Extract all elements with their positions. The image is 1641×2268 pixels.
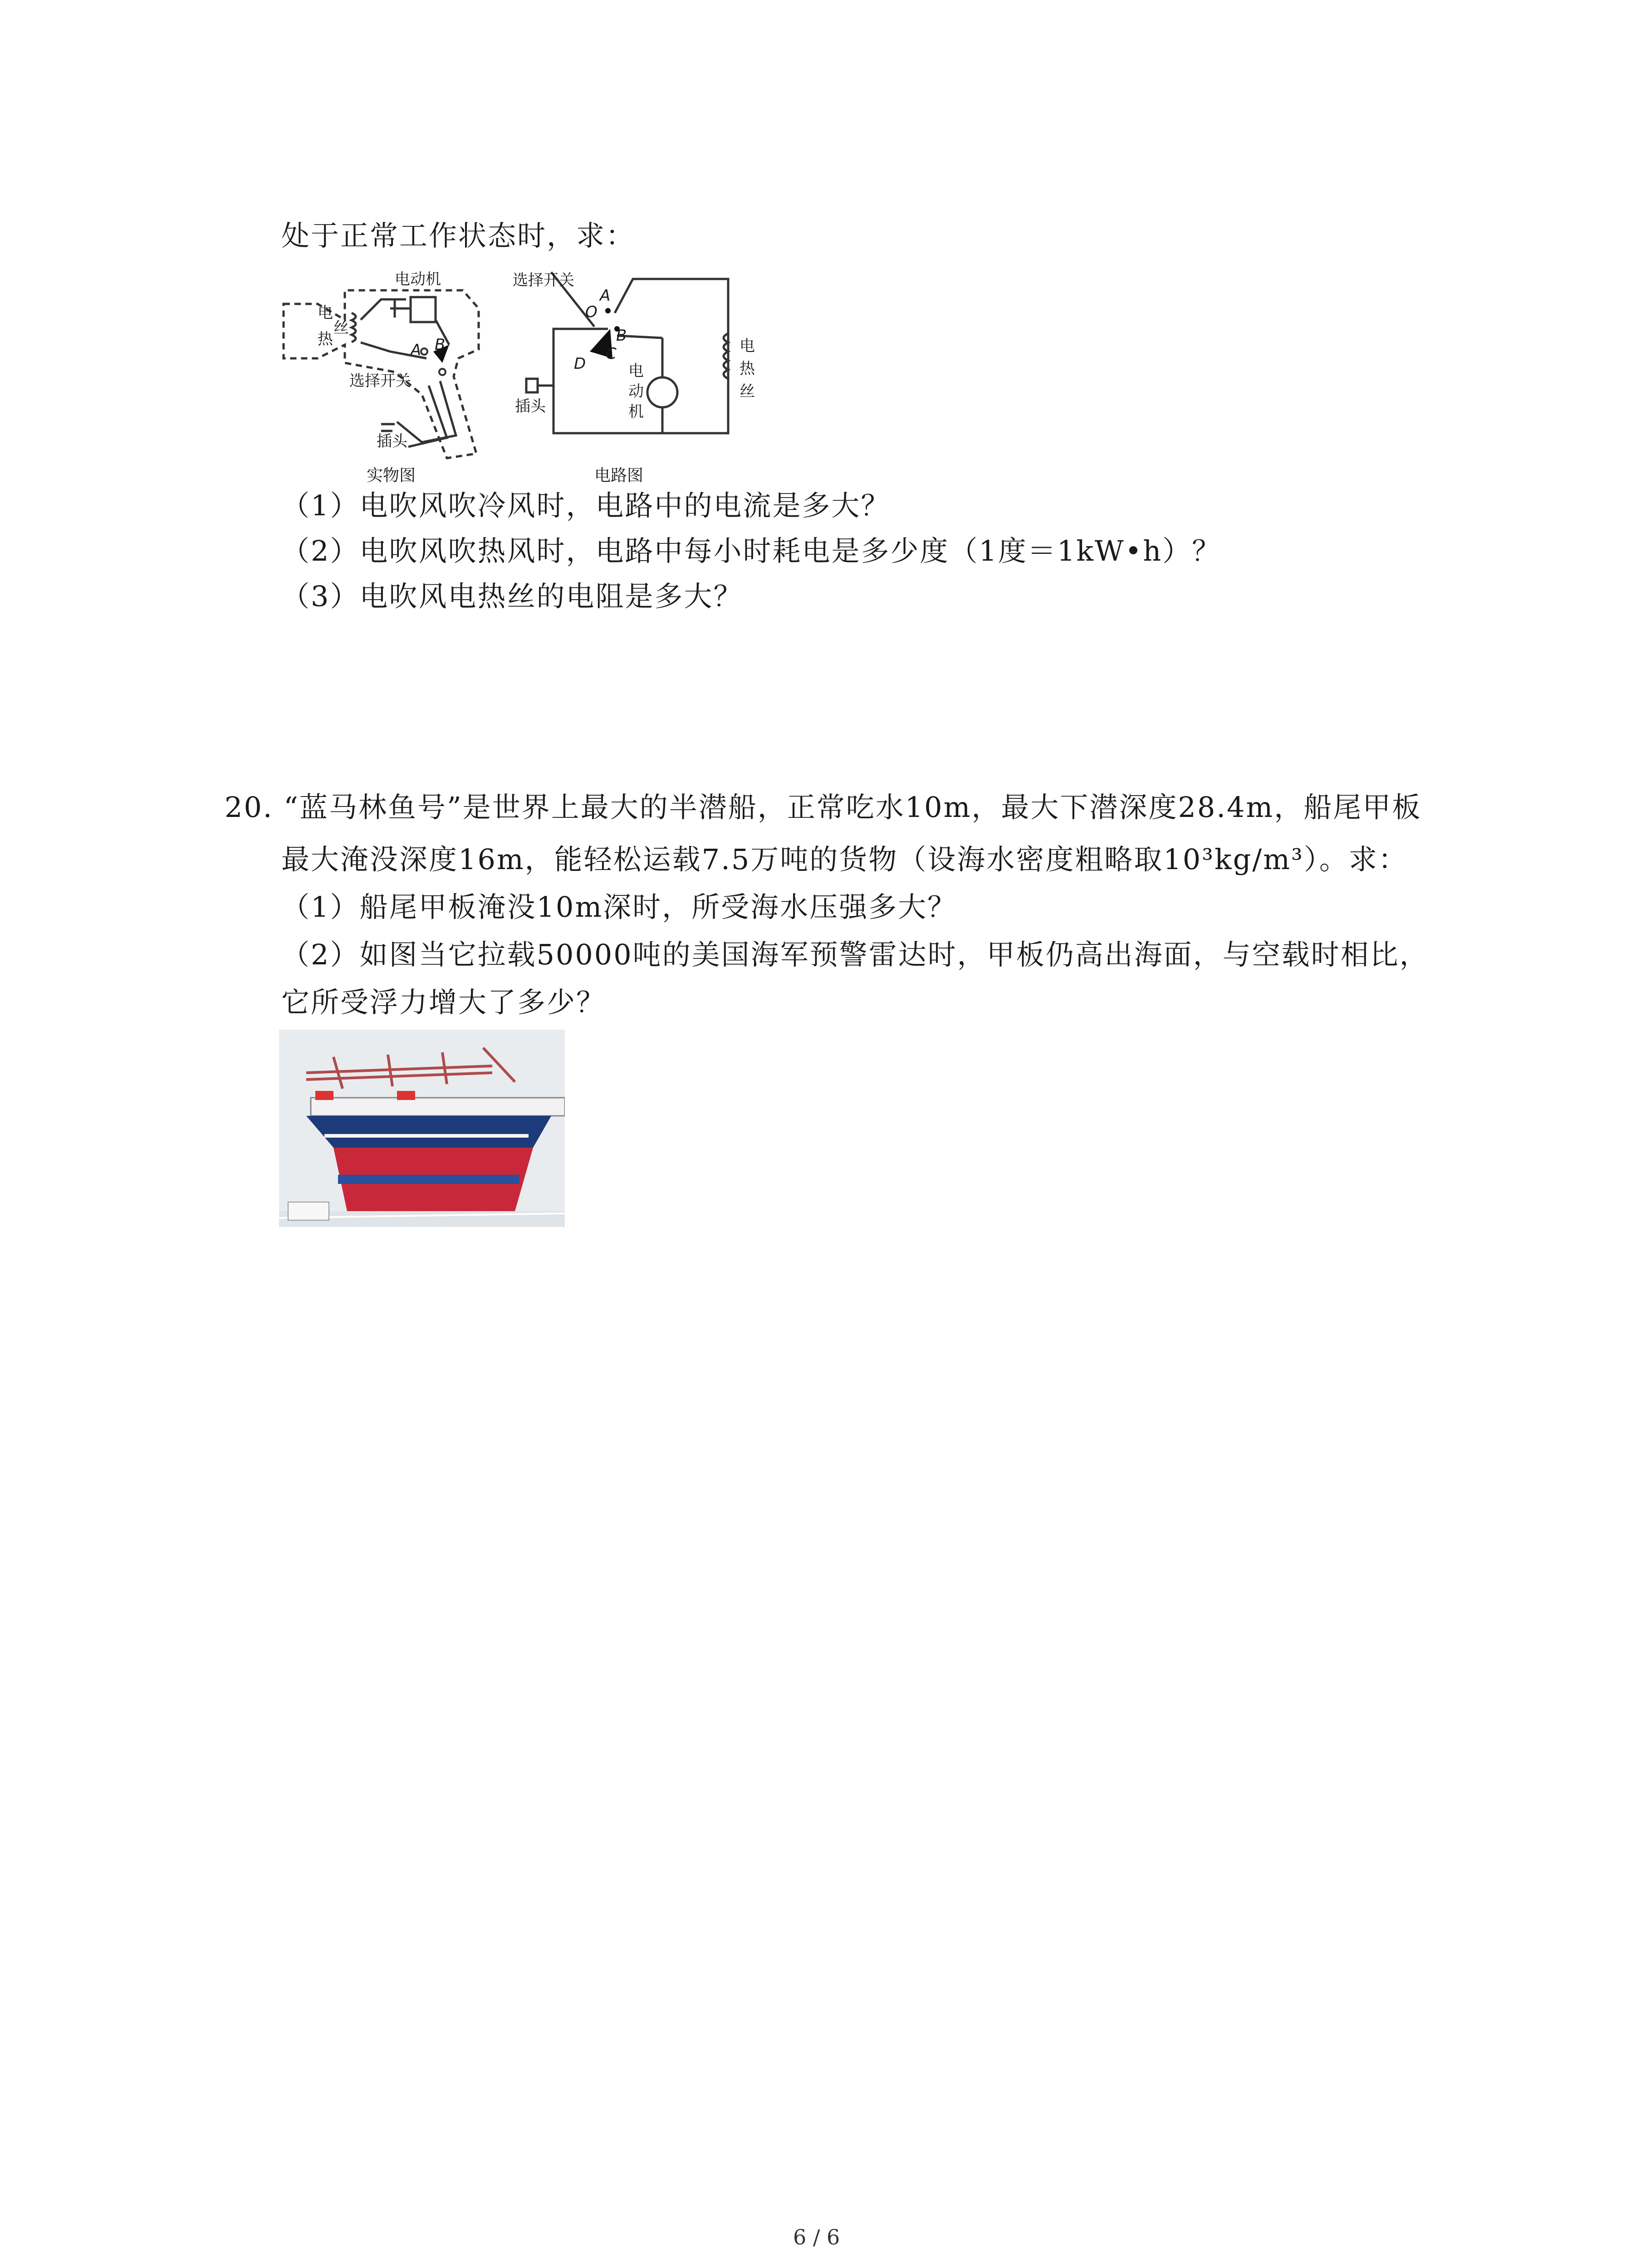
label-circuit-switch: 选择开关 <box>513 271 574 289</box>
q19-sub2: （2）电吹风吹热风时，电路中每小时耗电是多少度（1度＝1kW•h）？ <box>281 534 1222 567</box>
label-heater-b: 丝 <box>333 319 349 337</box>
label-circuit-motor-2: 动 <box>628 382 644 401</box>
q20-sub2-b: 它所受浮力增大了多少？ <box>281 986 606 1019</box>
label-circuit-heater-1: 电 <box>740 337 755 355</box>
page-number: 6 / 6 <box>793 2225 840 2249</box>
label-heater-c: 热 <box>318 330 333 348</box>
label-node-c: C <box>606 345 617 363</box>
label-circuit-plug: 插头 <box>515 397 546 415</box>
label-motor: 电动机 <box>395 270 441 288</box>
caption-physical: 实物图 <box>367 466 416 485</box>
label-point-a: A <box>411 341 421 359</box>
label-heater-a: 电 <box>318 304 333 322</box>
label-node-o: O <box>585 303 598 321</box>
label-circuit-motor-1: 电 <box>628 362 644 380</box>
q20-sub1: （1）船尾甲板淹没10m深时，所受海水压强多大？ <box>281 890 957 924</box>
label-switch: 选择开关 <box>349 372 411 390</box>
label-circuit-motor-3: 机 <box>628 403 644 421</box>
q20-sub2-a: （2）如图当它拉载50000吨的美国海军预警雷达时，甲板仍高出海面，与空载时相比， <box>281 938 1429 971</box>
label-node-a: A <box>600 287 611 305</box>
label-node-b: B <box>616 327 627 345</box>
q20-line1: 20. “蓝马林鱼号”是世界上最大的半潜船，正常吃水10m，最大下潜深度28.4m，船尾甲板 <box>225 791 1422 824</box>
q19-sub3: （3）电吹风电热丝的电阻是多大？ <box>281 580 743 613</box>
caption-circuit: 电路图 <box>594 466 644 485</box>
label-circuit-heater-2: 热 <box>740 360 755 378</box>
q19-sub1: （1）电吹风吹冷风时，电路中的电流是多大？ <box>281 489 891 522</box>
label-node-d: D <box>574 355 586 373</box>
label-circuit-heater-3: 丝 <box>740 382 755 401</box>
q19-intro: 处于正常工作状态时，求： <box>281 219 636 252</box>
ship-illustration <box>279 1030 565 1227</box>
q20-line2: 最大淹没深度16m，能轻松运载7.5万吨的货物（设海水密度粗略取10³kg/m³）。求： <box>281 843 1408 876</box>
ship-photo <box>279 1030 565 1227</box>
label-plug: 插头 <box>377 432 407 450</box>
label-point-b: B <box>435 336 446 354</box>
